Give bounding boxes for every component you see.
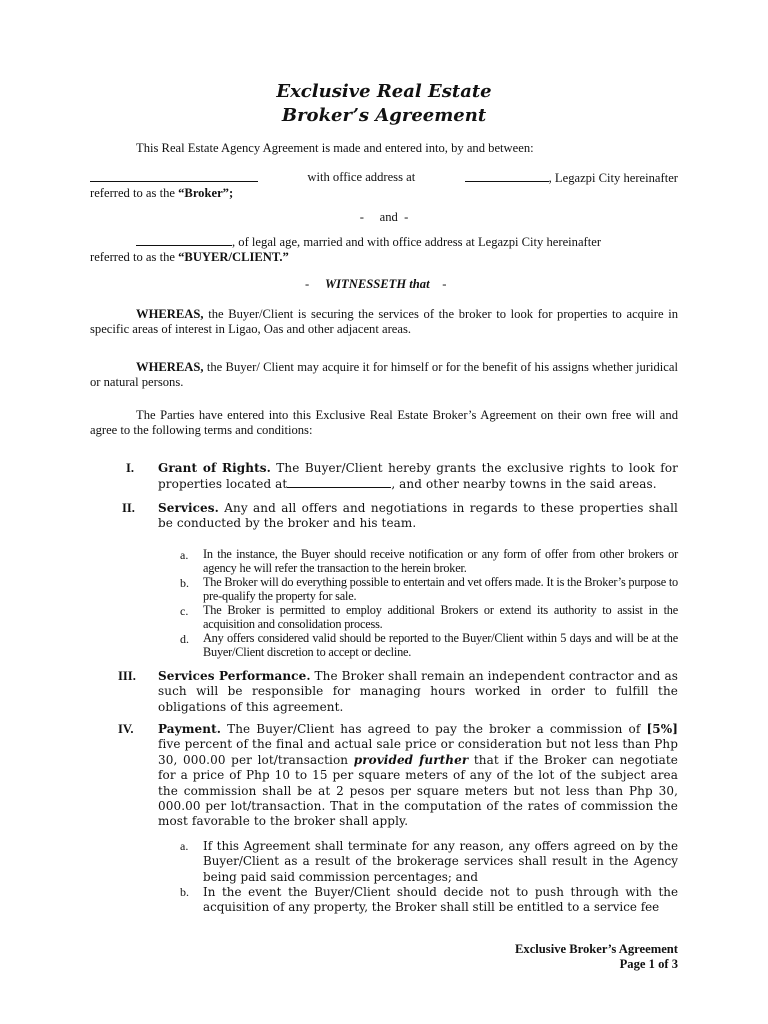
- broker-address-label: with office address at: [307, 170, 416, 184]
- services-item-d-letter: d.: [180, 632, 189, 646]
- whereas-1-text: the Buyer/Client is securing the services of the broker to look for properties to acquire in specific areas of interest in Ligao, Oas and other adjacent areas.: [90, 307, 678, 336]
- section-2-heading: Services.: [158, 501, 219, 515]
- client-party-text: , of legal age, married and with office address at Legazpi City hereinafter: [232, 235, 602, 249]
- section-1-text-a: The Buyer/Client hereby grants the exclusive rights to look for properties located at: [158, 461, 678, 492]
- section-1-number: I.: [126, 461, 135, 475]
- payment-item-a: If this Agreement shall terminate for any reason, any offers agreed on by the Buyer/Client as a result of the brokerage services shall result in the Agency being paid said commission percentages; and: [203, 839, 678, 884]
- section-3-heading: Services Performance.: [158, 669, 311, 683]
- payment-item-b-letter: b.: [180, 885, 189, 899]
- section-4-number: IV.: [118, 722, 134, 736]
- section-4-text-a: The Buyer/Client has agreed to pay the broker a commission of: [221, 722, 647, 736]
- payment-item-b: In the event the Buyer/Client should decide not to push through with the acquisition of any property, the Broker shall still be entitled to a service fee: [203, 885, 678, 915]
- services-item-c: The Broker is permitted to employ additional Brokers or extend its authority to assist in the acquisition and consolidation process.: [203, 603, 678, 631]
- section-3-text: The Broker shall remain an independent contractor and as such will be responsible for managing hours worked in order to fulfill the obligations of this agreement.: [158, 669, 678, 714]
- services-item-b: The Broker will do everything possible to entertain and vet offers made. It is the Broker’s purpose to pre-qualify the property for sale.: [203, 575, 679, 603]
- commission-percent: [5%]: [646, 722, 678, 736]
- whereas-2-text: the Buyer/ Client may acquire it for himself or for the benefit of his assigns whether juridical or natural persons.: [90, 360, 678, 389]
- payment-item-a-letter: a.: [180, 839, 189, 853]
- broker-city-text: , Legazpi City hereinafter: [548, 171, 678, 185]
- section-1-grant-of-rights: [158, 461, 678, 493]
- whereas-1-bold: WHEREAS,: [136, 307, 204, 321]
- whereas-paragraph-2: [90, 360, 678, 390]
- properties-location-blank[interactable]: [287, 476, 391, 488]
- whereas-2-bold: WHEREAS,: [136, 360, 204, 374]
- section-3-number: III.: [118, 669, 136, 683]
- section-3-services-performance: [158, 669, 678, 715]
- client-label: “BUYER/CLIENT.”: [178, 250, 289, 264]
- provided-further-emphasis: provided further: [353, 752, 469, 767]
- witnesseth-line: - WITNESSETH that -: [305, 277, 447, 291]
- page-number: Page 1 of 3: [619, 957, 678, 971]
- title-line-1: Exclusive Real Estate: [276, 81, 492, 102]
- intro-paragraph: This Real Estate Agency Agreement is made and entered into, by and between:: [136, 141, 534, 155]
- broker-label: “Broker”;: [178, 186, 234, 200]
- broker-referred-text: referred to as the: [90, 186, 175, 200]
- broker-party-paragraph: [90, 170, 678, 201]
- parties-paragraph: The Parties have entered into this Exclusive Real Estate Broker’s Agreement on their own free will and agree to the following terms and conditions:: [90, 408, 678, 437]
- services-item-d: Any offers considered valid should be reported to the Buyer/Client within 5 days and will be at the Buyer/Client discretion to accept or decline.: [203, 631, 678, 659]
- client-party-paragraph: [90, 234, 678, 265]
- section-2-number: II.: [122, 501, 135, 515]
- section-1-heading: Grant of Rights.: [158, 461, 271, 475]
- and-separator: - and -: [359, 210, 409, 224]
- title-line-2: Broker’s Agreement: [281, 105, 487, 126]
- section-4-text-b: five percent of the final and actual sale price or consideration but not less than Php 30, 000.00 per lot/transaction: [158, 737, 678, 767]
- services-item-a: In the instance, the Buyer should receive notification or any form of offer from other brokers or agency he will refer the transaction to the herein broker.: [203, 547, 678, 575]
- section-1-text-b: , and other nearby towns in the said areas.: [391, 477, 657, 492]
- document-title: [0, 80, 768, 128]
- services-item-b-letter: b.: [180, 576, 189, 590]
- witnesseth-text: WITNESSETH that: [324, 277, 430, 291]
- broker-name-blank[interactable]: [90, 170, 258, 182]
- footer-document-name: Exclusive Broker’s Agreement: [515, 942, 678, 956]
- broker-address-blank[interactable]: [465, 170, 549, 182]
- page-footer: [515, 942, 678, 972]
- section-4-payment: [158, 722, 678, 830]
- whereas-paragraph-1: [90, 307, 678, 337]
- services-item-a-letter: a.: [180, 548, 189, 562]
- services-item-c-letter: c.: [180, 604, 189, 618]
- client-referred-text: referred to as the: [90, 250, 175, 264]
- client-name-blank[interactable]: [136, 234, 232, 246]
- section-4-heading: Payment.: [158, 722, 222, 736]
- section-2-services: [158, 501, 678, 532]
- section-4-text-c: that if the Broker can negotiate for a price of Php 10 to 15 per square meters of any of the lot of the subject area the commission shall be at 2 pesos per square meters but not less than Php 30, 000.00 per lot/transaction. That in the computation of the rates of commission the most favorable to the broker shall apply.: [158, 752, 678, 829]
- section-2-text: Any and all offers and negotiations in regards to these properties shall be conducted by the broker and his team.: [158, 501, 678, 531]
